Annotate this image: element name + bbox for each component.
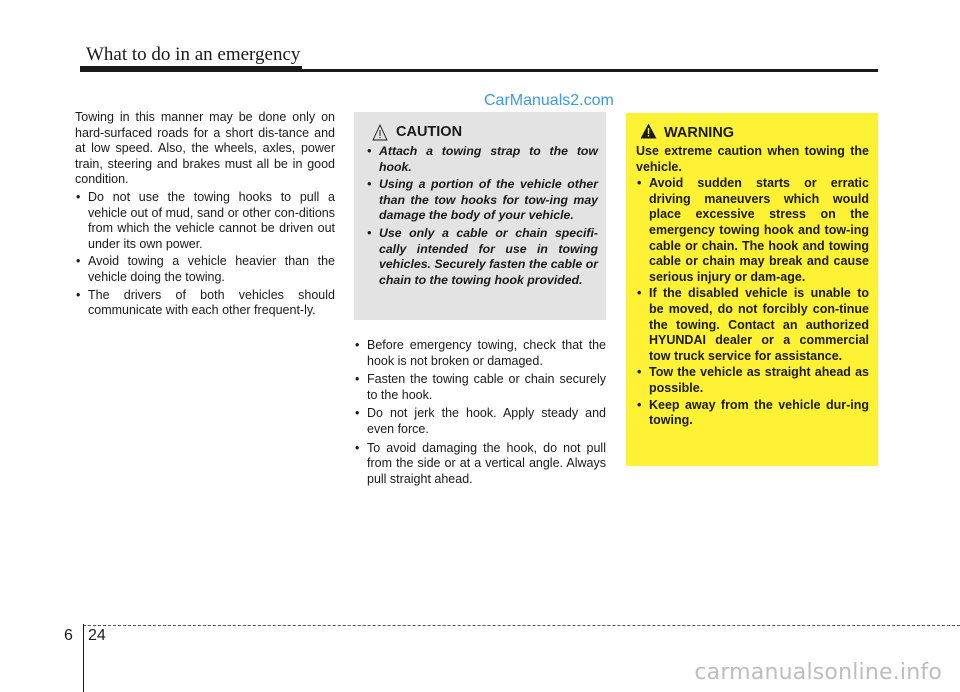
warning-header (636, 123, 869, 143)
list-item: • Attach a towing strap to the tow hook. (366, 144, 598, 175)
caution-title: CAUTION (396, 124, 463, 140)
warning-triangle-icon (640, 123, 657, 143)
warning-list (636, 176, 869, 429)
list-item: • To avoid damaging the hook, do not pull from the side or at a vertical angle. Always pull straight ahead. (354, 441, 606, 488)
list-item: • The drivers of both vehicles should communicate with each other frequent-ly. (75, 288, 335, 319)
section-title: What to do in an emergency (86, 44, 301, 65)
caution-header (366, 122, 598, 142)
list-item: • Keep away from the vehicle dur-ing towing. (636, 398, 869, 429)
warning-title: WARNING (664, 125, 735, 141)
middle-column (354, 338, 606, 490)
list-item: • Before emergency towing, check that the hook is not broken or damaged. (354, 338, 606, 369)
footer-rule (83, 625, 960, 626)
watermark-link[interactable]: CarManuals2.com (484, 92, 614, 109)
list-item: • Do not jerk the hook. Apply steady and even force. (354, 406, 606, 437)
header-rule (80, 69, 878, 72)
list-item: • Fasten the towing cable or chain securely to the hook. (354, 372, 606, 403)
towing-notes-list (75, 190, 335, 319)
warning-box (626, 113, 878, 466)
list-item: • Use only a cable or chain specifi-cally intended for use in towing vehicles. Securely fasten the cable or chain to the towing hook provided. (366, 226, 598, 288)
list-item: • Do not use the towing hooks to pull a vehicle out of mud, sand or other con-ditions from which the vehicle cannot be driven out under its own power. (75, 190, 335, 252)
hook-instructions-list (354, 338, 606, 487)
intro-paragraph: Towing in this manner may be done only on hard-surfaced roads for a short dis-tance and at low speed. Also, the wheels, axles, power train, steering and brakes must all be in good condition. (75, 110, 335, 187)
caution-list (366, 144, 598, 288)
caution-box (354, 112, 606, 320)
chapter-number: 6 (64, 627, 73, 644)
caution-triangle-icon (372, 124, 388, 141)
list-item: • If the disabled vehicle is unable to be moved, do not forcibly con-tinue the towing. Contact an authorized HYUNDAI dealer or a commercial tow truck service for assistance. (636, 286, 869, 364)
page-number: 24 (88, 627, 106, 644)
warning-intro: Use extreme caution when towing the vehicle. (636, 144, 869, 174)
list-item: • Tow the vehicle as straight ahead as possible. (636, 365, 869, 396)
list-item: • Avoid towing a vehicle heavier than the vehicle doing the towing. (75, 254, 335, 285)
footer-watermark: carmanualsonline.info (694, 660, 942, 685)
left-column (75, 110, 335, 319)
page-number-divider (83, 624, 84, 692)
list-item: • Avoid sudden starts or erratic driving maneuvers which would place excessive stress on the emergency towing hook and tow-ing cable or chain. The hook and towing cable or chain may break and cause serious injury or dam-age. (636, 176, 869, 285)
list-item: • Using a portion of the vehicle other than the tow hooks for tow-ing may damage the body of your vehicle. (366, 177, 598, 224)
